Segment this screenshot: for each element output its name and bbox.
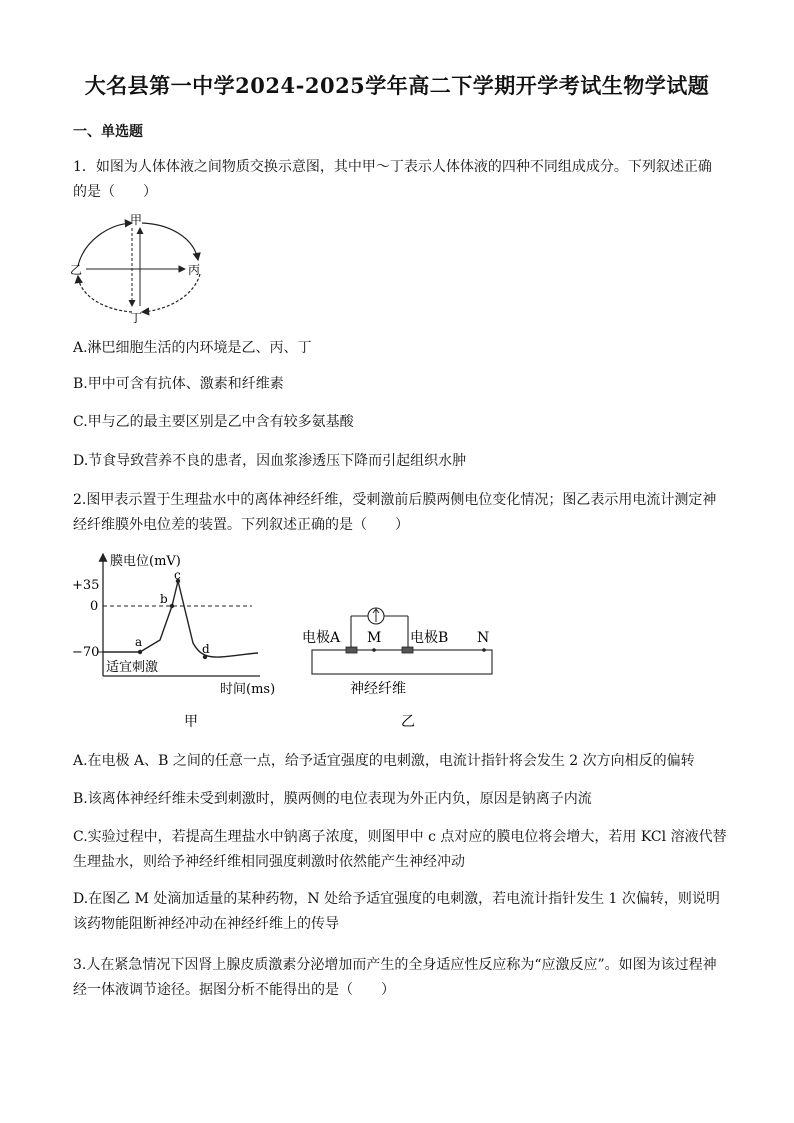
- tick-zero: 0: [90, 599, 99, 614]
- q2-figure-jia: [70, 548, 290, 738]
- y-axis-label: 膜电位(mV): [110, 554, 181, 569]
- point-b: [170, 604, 174, 608]
- label-d: d: [202, 642, 210, 656]
- label-b: b: [160, 592, 168, 606]
- tick-minus70: −70: [72, 645, 100, 660]
- electrode-a-icon: [346, 647, 357, 653]
- label-jia: 甲: [130, 214, 143, 227]
- q1-option-a: A.淋巴细胞生活的内环境是乙、丙、丁: [73, 340, 312, 356]
- fig-yi-caption: 乙: [401, 714, 415, 730]
- m-label: M: [367, 630, 382, 646]
- fiber-label: 神经纤维: [350, 681, 406, 697]
- point-a: [138, 650, 142, 654]
- q2-figure-yi: [298, 598, 508, 738]
- q2-option-b: B.该离体神经纤维未受到刺激时，膜两侧的电位表现为外正内负，原因是钠离子内流: [73, 791, 592, 807]
- q1-option-c: C.甲与乙的最主要区别是乙中含有较多氨基酸: [73, 414, 354, 430]
- q2-option-d: D.在图乙 M 处滴加适量的某种药物，N 处给予适宜强度的电刺激，若电流计指针发生 1 次偏转，则说明该药物能阻断神经冲动在神经纤维上的传导: [73, 891, 720, 932]
- q1-stem: 1．如图为人体体液之间物质交换示意图，其中甲～丁表示人体体液的四种不同组成成分。下列叙述正确的是（ ）: [73, 159, 712, 200]
- nerve-fiber: [312, 650, 492, 674]
- label-a: a: [135, 635, 143, 649]
- q1-option-b: B.甲中可含有抗体、激素和纤维素: [73, 376, 284, 392]
- label-yi: 乙: [70, 263, 83, 277]
- electrode-b-icon: [402, 647, 413, 653]
- q3-stem: 3.人在紧急情况下因肾上腺皮质激素分泌增加而产生的全身适应性反应称为“应激反应”。如图为该过程神经一体液调节途径。据图分析不能得出的是（ ）: [73, 957, 717, 998]
- label-c: c: [174, 568, 181, 582]
- q2-option-a: A.在电极 A、B 之间的任意一点，给予适宜强度的电刺激，电流计指针将会发生 2 次方向相反的偏转: [73, 753, 695, 769]
- arc-bing-to-ding: [142, 274, 200, 312]
- arc-yi-to-jia: [78, 223, 132, 266]
- q2-option-c: C.实验过程中，若提高生理盐水中钠离子浓度，则图甲中 c 点对应的膜电位将会增大，若用 KCl 溶液代替生理盐水，则给予神经纤维相同强度刺激时依然能产生神经冲动: [73, 829, 727, 870]
- x-axis-label: 时间(ms): [220, 682, 276, 697]
- fig-jia-caption: 甲: [184, 714, 198, 730]
- potential-curve: [103, 581, 258, 657]
- n-label: N: [477, 630, 490, 646]
- q2-stem: 2.图甲表示置于生理盐水中的离体神经纤维，受刺激前后膜两侧电位变化情况；图乙表示用电流计测定神经纤维膜外电位差的装置。下列叙述正确的是（ ）: [73, 492, 717, 533]
- electrode-a-label: 电极A: [302, 630, 341, 646]
- arc-ding-to-yi: [78, 276, 132, 312]
- q1-figure: [70, 214, 220, 324]
- point-n: [482, 648, 486, 652]
- section-heading: 一、单选题: [73, 124, 143, 140]
- arc-jia-to-bing: [142, 223, 198, 260]
- stimulus-label: 适宜刺激: [106, 660, 159, 675]
- point-m: [372, 648, 376, 652]
- electrode-b-label: 电极B: [410, 630, 449, 646]
- tick-plus35: +35: [72, 578, 100, 593]
- label-ding: 丁: [130, 311, 143, 324]
- q1-option-d: D.节食导致营养不良的患者，因血浆渗透压下降而引起组织水肿: [73, 453, 467, 469]
- exam-title: 大名县第一中学2024-2025学年高二下学期开学考试生物学试题: [84, 73, 710, 98]
- label-bing: 丙: [188, 263, 201, 277]
